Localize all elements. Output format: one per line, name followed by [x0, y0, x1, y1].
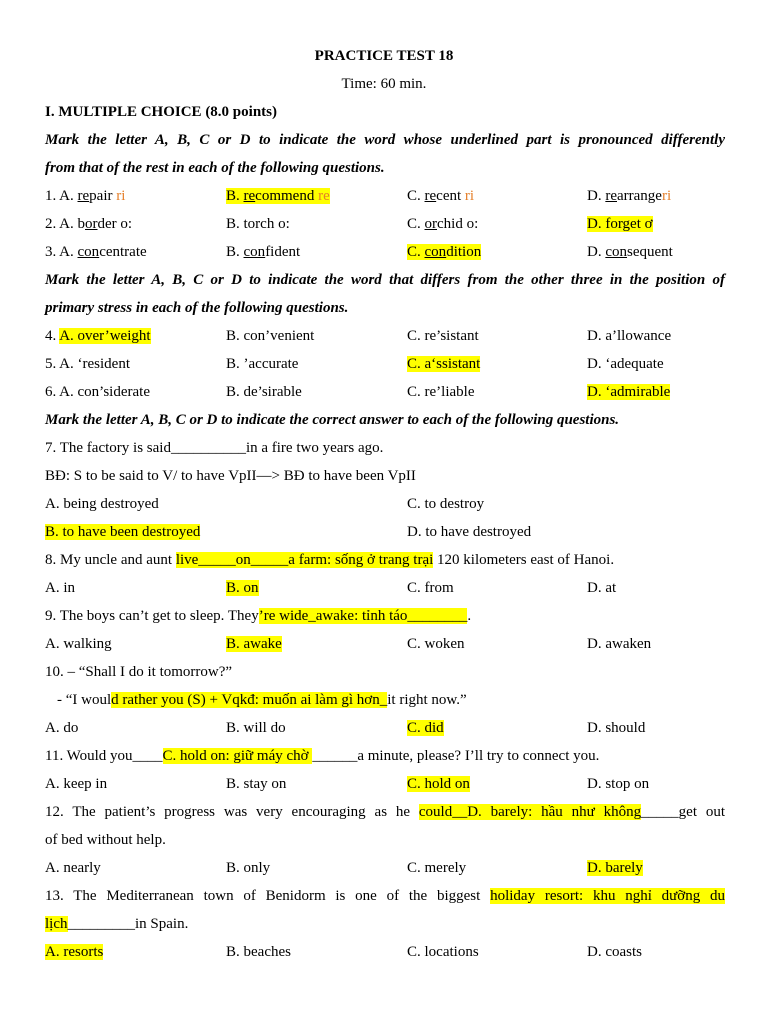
question-4: [45, 324, 725, 348]
option-c: C. merely: [407, 860, 467, 876]
question-6: [45, 380, 725, 404]
option-a: 4. A. over’weight: [45, 328, 151, 344]
option-b: B. recommend re: [226, 188, 330, 204]
time-limit: Time: 60 min.: [341, 76, 427, 92]
option-a: A. in: [45, 580, 75, 596]
option-b: B. will do: [226, 720, 286, 736]
option-d: D. should: [587, 720, 646, 736]
option-b: B. stay on: [226, 776, 287, 792]
option-b: B. to have been destroyed: [45, 524, 201, 540]
option-c: C. orchid o:: [407, 216, 479, 232]
option-c: C. to destroy: [407, 496, 485, 512]
option-a: A. resorts: [45, 944, 104, 960]
option-c: C. re’sistant: [407, 328, 479, 344]
question-9-options: [45, 632, 725, 656]
option-a: A. walking: [45, 636, 112, 652]
question-10-reply: - “I would rather you (S) + Vqkđ: muốn ai làm gì hơn_it right now.”: [57, 692, 467, 708]
option-c: C. woken: [407, 636, 465, 652]
option-a: A. nearly: [45, 860, 101, 876]
option-c: C. re’liable: [407, 384, 475, 400]
option-a: 1. A. repair ri: [45, 188, 126, 204]
option-a: A. being destroyed: [45, 496, 159, 512]
question-7-options-row2: [45, 520, 725, 544]
question-13-stem: 13. The Mediterranean town of Benidorm is one of the biggest holiday resort: khu nghỉ dưỡng du: [45, 888, 725, 904]
question-9-stem: 9. The boys can’t get to sleep. They’re wide_awake: tỉnh táo________.: [45, 608, 472, 624]
option-a: A. do: [45, 720, 79, 736]
question-1: [45, 184, 725, 208]
option-b: B. awake: [226, 636, 282, 652]
option-d: D. to have destroyed: [407, 524, 532, 540]
option-c: C. did: [407, 720, 444, 736]
question-11-stem: 11. Would you____C. hold on: giữ máy chờ ______a minute, please? I’ll try to connect you.: [45, 748, 600, 764]
option-a: A. keep in: [45, 776, 108, 792]
question-5: [45, 352, 725, 376]
question-2: [45, 212, 725, 236]
question-7-note: BĐ: S to be said to V/ to have VpII—> BĐ to have been VpII: [45, 468, 416, 484]
option-c: C. recent ri: [407, 188, 475, 204]
option-c: C. hold on: [407, 776, 470, 792]
section-title: I. MULTIPLE CHOICE (8.0 points): [45, 104, 277, 120]
option-b: B. only: [226, 860, 271, 876]
option-d: D. ‘admirable: [587, 384, 671, 400]
question-13-stem-cont: lịch_________in Spain.: [45, 916, 189, 932]
option-b: B. ’accurate: [226, 356, 299, 372]
question-7-options-row1: [45, 492, 725, 516]
question-11-options: [45, 772, 725, 796]
option-a: 3. A. concentrate: [45, 244, 147, 260]
instruction-pronunciation: Mark the letter A, B, C or D to indicate the word whose underlined part is pronounced differently: [45, 132, 725, 148]
option-d: D. rearrangeri: [587, 188, 672, 204]
option-d: D. coasts: [587, 944, 642, 960]
question-8-stem: 8. My uncle and aunt live_____on_____a farm: sống ở trang trại 120 kilometers east of Hanoi.: [45, 552, 615, 568]
option-b: B. de’sirable: [226, 384, 302, 400]
question-12-stem: 12. The patient’s progress was very encouraging as he could__D. barely: hầu như không_____get out: [45, 804, 726, 820]
option-a: 2. A. border o:: [45, 216, 133, 232]
option-b: B. beaches: [226, 944, 291, 960]
option-b: B. torch o:: [226, 216, 290, 232]
option-d: D. at: [587, 580, 617, 596]
option-d: D. awaken: [587, 636, 652, 652]
option-b: B. con’venient: [226, 328, 315, 344]
question-3: [45, 240, 725, 264]
question-12-stem-cont: of bed without help.: [45, 832, 166, 848]
instruction-stress: Mark the letter A, B, C or D to indicate the word that differs from the other three in the position of: [45, 272, 725, 288]
option-d: D. ‘adequate: [587, 356, 664, 372]
question-8-options: [45, 576, 725, 600]
question-10-stem: 10. – “Shall I do it tomorrow?”: [45, 664, 233, 680]
option-a: 5. A. ‘resident: [45, 356, 130, 372]
option-c: C. condition: [407, 244, 482, 260]
option-d: D. forget ơ: [587, 216, 653, 232]
question-10-options: [45, 716, 725, 740]
option-b: B. confident: [226, 244, 301, 260]
instruction-correct-answer: Mark the letter A, B, C or D to indicate the correct answer to each of the following questions.: [45, 412, 620, 428]
option-d: D. barely: [587, 860, 643, 876]
option-d: D. a’llowance: [587, 328, 672, 344]
page-title: PRACTICE TEST 18: [314, 48, 454, 64]
question-13-options: [45, 940, 725, 964]
instruction-pronunciation-cont: from that of the rest in each of the following questions.: [45, 160, 385, 176]
instruction-stress-cont: primary stress in each of the following questions.: [45, 300, 349, 316]
question-12-options: [45, 856, 725, 880]
option-c: C. a‘ssistant: [407, 356, 481, 372]
question-7-stem: 7. The factory is said__________in a fire two years ago.: [45, 440, 384, 456]
option-b: B. on: [226, 580, 259, 596]
option-d: D. stop on: [587, 776, 650, 792]
option-c: C. from: [407, 580, 454, 596]
option-c: C. locations: [407, 944, 479, 960]
option-a: 6. A. con’siderate: [45, 384, 150, 400]
option-d: D. consequent: [587, 244, 673, 260]
